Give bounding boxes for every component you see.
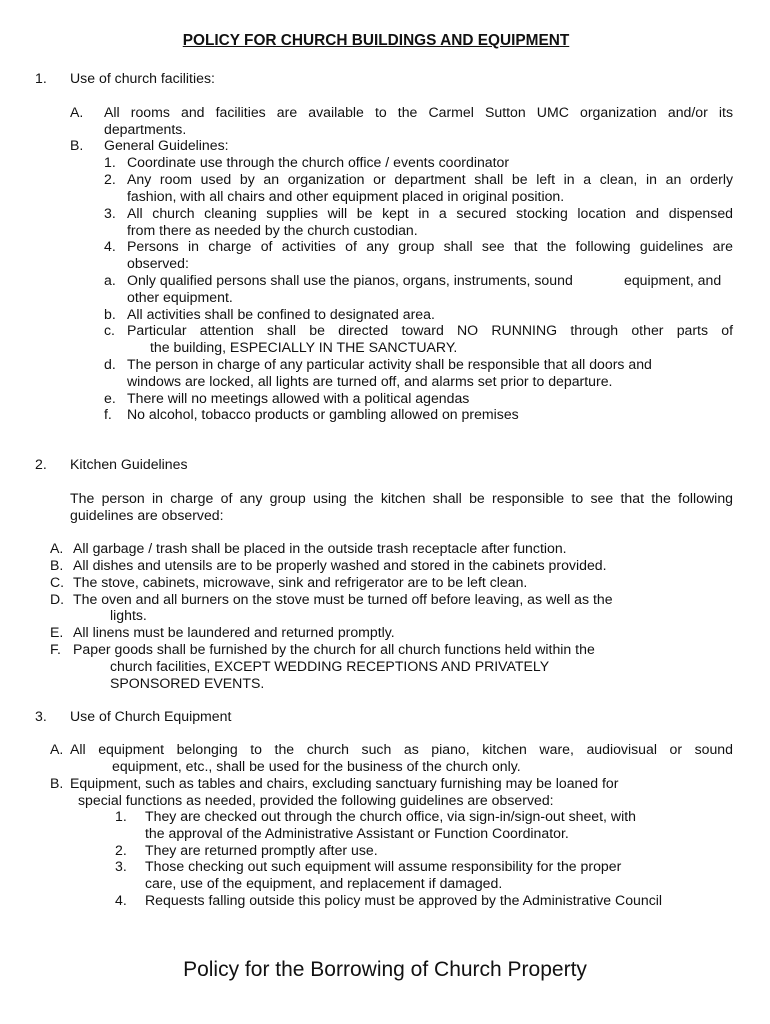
guideline-f-text: No alcohol, tobacco products or gambling allowed on premises <box>127 406 519 422</box>
equipment-rule-1-line2: the approval of the Administrative Assistant or Function Coordinator. <box>145 825 569 841</box>
equipment-rule-1-marker: 1. <box>115 808 127 824</box>
footer-title: Policy for the Borrowing of Church Property <box>183 958 587 981</box>
guideline-a-marker: a. <box>104 272 116 288</box>
kitchen-f-line1: Paper goods shall be furnished by the church for all church functions held within the <box>73 641 595 657</box>
s1-item-b-text: General Guidelines: <box>104 137 229 153</box>
kitchen-f-line3: SPONSORED EVENTS. <box>110 675 265 691</box>
equipment-b-line2: special functions as needed, provided the following guidelines are observed: <box>78 792 554 808</box>
kitchen-b-text: All dishes and utensils are to be properly washed and stored in the cabinets provided. <box>73 557 607 573</box>
guideline-a-line2: other equipment. <box>127 289 233 305</box>
guideline-3-line2: from there as needed by the church custodian. <box>127 222 418 238</box>
kitchen-intro-line1: The person in charge of any group using the kitchen shall be responsible to see that the following <box>70 490 733 506</box>
guideline-4-marker: 4. <box>104 238 116 254</box>
equipment-b-marker: B. <box>50 775 64 791</box>
guideline-2-marker: 2. <box>104 171 116 187</box>
equipment-b-line1: Equipment, such as tables and chairs, excluding sanctuary furnishing may be loaned for <box>70 775 619 791</box>
guideline-d-line1: The person in charge of any particular activity shall be responsible that all doors and <box>127 356 652 372</box>
equipment-a-marker: A. <box>50 741 64 757</box>
equipment-rule-4-text: Requests falling outside this policy must be approved by the Administrative Council <box>145 892 663 908</box>
s1-item-a-marker: A. <box>70 104 84 120</box>
guideline-c-marker: c. <box>104 322 115 338</box>
guideline-1-marker: 1. <box>104 154 116 170</box>
equipment-a-line1: All equipment belonging to the church such as piano, kitchen ware, audiovisual or sound <box>70 741 733 757</box>
kitchen-f-line2: church facilities, EXCEPT WEDDING RECEPTIONS AND PRIVATELY <box>110 658 550 674</box>
guideline-4-line1: Persons in charge of activities of any group shall see that the following guidelines are <box>127 238 733 254</box>
kitchen-a-marker: A. <box>50 540 64 556</box>
s1-item-a-line1: All rooms and facilities are available to the Carmel Sutton UMC organization and/or its <box>104 104 733 120</box>
s1-item-b-marker: B. <box>70 137 84 153</box>
section-3-heading: Use of Church Equipment <box>70 708 232 724</box>
kitchen-b-marker: B. <box>50 557 64 573</box>
kitchen-c-text: The stove, cabinets, microwave, sink and refrigerator are to be left clean. <box>73 574 528 590</box>
guideline-d-line2: windows are locked, all lights are turned off, and alarms set prior to departure. <box>127 373 613 389</box>
guideline-d-marker: d. <box>104 356 116 372</box>
section-2-number: 2. <box>35 456 47 472</box>
section-2-heading: Kitchen Guidelines <box>70 456 188 472</box>
guideline-4-line2: observed: <box>127 255 189 271</box>
kitchen-d-marker: D. <box>50 591 65 607</box>
guideline-a-line1-end: equipment, and <box>624 272 722 288</box>
kitchen-d-line2: lights. <box>110 607 147 623</box>
s1-item-a-line2: departments. <box>104 121 187 137</box>
equipment-rule-2-marker: 2. <box>115 842 127 858</box>
equipment-rule-3-marker: 3. <box>115 858 127 874</box>
kitchen-c-marker: C. <box>50 574 65 590</box>
guideline-c-line2: the building, ESPECIALLY IN THE SANCTUARY. <box>150 339 458 355</box>
section-3-number: 3. <box>35 708 47 724</box>
kitchen-a-text: All garbage / trash shall be placed in the outside trash receptacle after function. <box>73 540 567 556</box>
kitchen-e-marker: E. <box>50 624 64 640</box>
guideline-1-text: Coordinate use through the church office / events coordinator <box>127 154 510 170</box>
equipment-rule-3-line1: Those checking out such equipment will assume responsibility for the proper <box>145 858 622 874</box>
guideline-f-marker: f. <box>104 406 112 422</box>
equipment-rule-2-text: They are returned promptly after use. <box>145 842 378 858</box>
kitchen-f-marker: F. <box>50 641 61 657</box>
page-title: POLICY FOR CHURCH BUILDINGS AND EQUIPMENT <box>182 32 570 49</box>
guideline-e-text: There will no meetings allowed with a political agendas <box>127 390 470 406</box>
equipment-rule-1-line1: They are checked out through the church office, via sign-in/sign-out sheet, with <box>145 808 636 824</box>
equipment-rule-3-line2: care, use of the equipment, and replacement if damaged. <box>145 875 503 891</box>
equipment-rule-4-marker: 4. <box>115 892 127 908</box>
guideline-e-marker: e. <box>104 390 116 406</box>
equipment-a-line2: equipment, etc., shall be used for the business of the church only. <box>112 758 521 774</box>
guideline-2-line2: fashion, with all chairs and other equipment placed in original position. <box>127 188 565 204</box>
guideline-b-marker: b. <box>104 306 116 322</box>
kitchen-intro-line2: guidelines are observed: <box>70 507 224 523</box>
guideline-3-line1: All church cleaning supplies will be kept in a secured stocking location and dispensed <box>127 205 733 221</box>
guideline-3-marker: 3. <box>104 205 116 221</box>
kitchen-d-line1: The oven and all burners on the stove must be turned off before leaving, as well as the <box>73 591 613 607</box>
guideline-2-line1: Any room used by an organization or department shall be left in a clean, in an orderly <box>127 171 733 187</box>
guideline-c-line1: Particular attention shall be directed toward NO RUNNING through other parts of <box>127 322 733 338</box>
guideline-a-line1: Only qualified persons shall use the pianos, organs, instruments, sound <box>127 272 573 288</box>
kitchen-e-text: All linens must be laundered and returned promptly. <box>73 624 395 640</box>
guideline-b-text: All activities shall be confined to designated area. <box>127 306 435 322</box>
section-1-heading: Use of church facilities: <box>70 70 215 86</box>
section-1-number: 1. <box>35 70 47 86</box>
